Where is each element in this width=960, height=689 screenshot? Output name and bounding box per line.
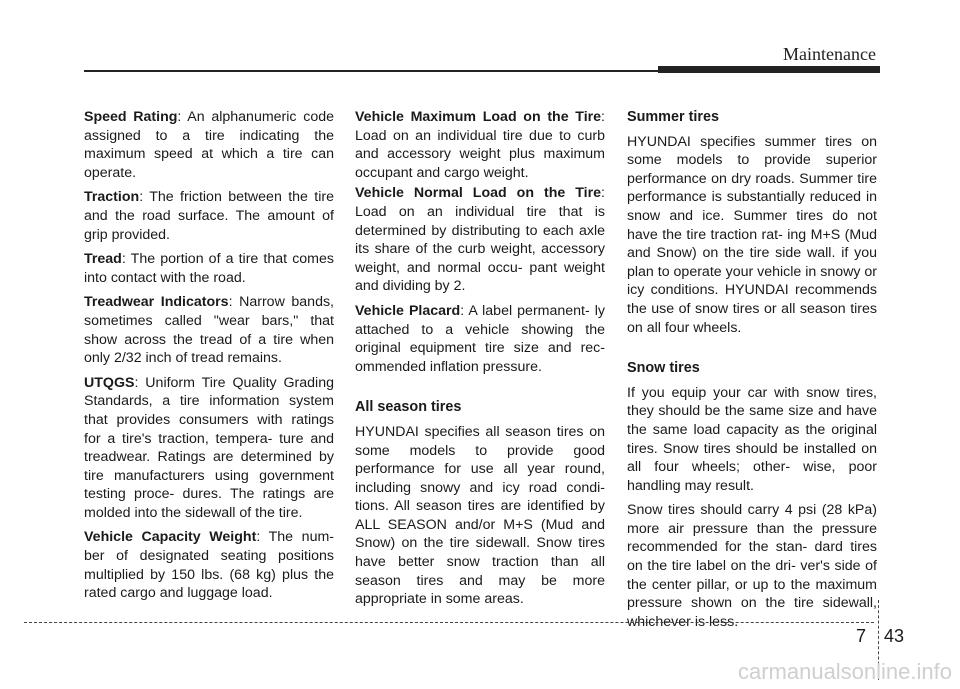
paragraph-summer: HYUNDAI specifies summer tires on some models to provide superior performance on dry roads. Summer tire performance is substantially reduced in snow and ice. Summer tires do not have the tire traction rat- ing M+S (Mud and Snow) on the tire side wall. if you plan to operate your vehicle in snowy or icy conditions. HYUNDAI recommends the use of snow tires or all season tires on all four wheels. xyxy=(627,133,877,336)
column-3 xyxy=(627,108,877,637)
chapter-number: 7 xyxy=(856,626,867,646)
term: Vehicle Capacity Weight xyxy=(84,529,257,546)
definition: : An alphanumeric code assigned to a tire indicating the maximum speed at which a tire can operate. xyxy=(84,109,334,181)
spacer xyxy=(627,343,877,359)
definition-vehicle-max-load xyxy=(355,108,605,182)
definition: : The portion of a tire that comes into contact with the road. xyxy=(84,251,334,286)
definition-vehicle-capacity-weight xyxy=(84,528,334,602)
definition: : A label permanent- ly attached to a vehicle showing the original equipment tire size and rec- ommended inflation pressure. xyxy=(355,302,605,375)
definition-speed-rating xyxy=(84,108,334,182)
term: UTQGS xyxy=(84,374,135,391)
heading-snow-tires: Snow tires xyxy=(627,360,700,377)
footer-rule xyxy=(24,622,874,623)
term: Vehicle Normal Load on the Tire xyxy=(355,185,602,202)
definition-treadwear-indicators xyxy=(84,293,334,367)
term: Speed Rating xyxy=(84,109,178,125)
heading-summer-tires: Summer tires xyxy=(627,109,719,125)
paragraph-all-season: HYUNDAI specifies all season tires on some models to provide good performance for use all year round, including snowy and icy road condi- tions. All season tires are identified by ALL SEASON and/or M+S (Mud and Snow) on the tire sidewall. Snow tires have better snow traction than all season tires and may be more appropriate in some areas. xyxy=(355,423,605,608)
term: Treadwear Indicators xyxy=(84,294,229,311)
term: Tread xyxy=(84,251,122,268)
definition: : Load on an individual tire that is determined by distributing to each axle its share of the curb weight, accessory weight, and normal occu- pant weight and dividing by 2. xyxy=(355,185,605,295)
definition: : Uniform Tire Quality Grading Standards, a tire information system that provides consumers with ratings for a tire's traction, tempera- ture and treadwear. Ratings are determined by tire manufacturers using government testing proce- dures. The ratings are molded into the sidewall of the tire. xyxy=(84,374,334,521)
paragraph-snow-1: If you equip your car with snow tires, they should be the same size and have the same load capacity as the original tires. Snow tires should be installed on all four wheels; other- wise, poor handling may result. xyxy=(627,384,877,494)
page-number: 43 xyxy=(884,626,905,646)
term: Vehicle Placard xyxy=(355,302,461,319)
definition-tread xyxy=(84,250,334,287)
watermark: carmanualsonline.info xyxy=(737,659,952,684)
definition: : The num- ber of designated seating positions multiplied by 150 lbs. (68 kg) plus the rated cargo and luggage load. xyxy=(84,529,335,602)
definition-vehicle-normal-load xyxy=(355,184,605,296)
column-2 xyxy=(355,108,605,615)
section-title: Maintenance xyxy=(783,44,876,64)
term: Vehicle Maximum Load on the Tire xyxy=(355,109,602,125)
spacer xyxy=(355,382,605,398)
paragraph-snow-2: Snow tires should carry 4 psi (28 kPa) more air pressure than the pressure recommended for the stan- dard tires on the tire label on the dri- ver's side of the center pillar, or up to the maximum pressure shown on the tire sidewall, whichever is less. xyxy=(627,502,877,630)
term: Traction xyxy=(84,189,140,206)
heading-all-season-tires: All season tires xyxy=(355,399,462,416)
definition: : Narrow bands, sometimes called "wear bars," that show across the tread of a tire when only 2/32 inch of tread remains. xyxy=(84,294,334,367)
definition: : The friction between the tire and the road surface. The amount of grip provided. xyxy=(84,189,334,243)
header-rule-bar xyxy=(658,66,880,73)
definition-traction xyxy=(84,188,334,244)
column-1 xyxy=(84,108,334,609)
definition-vehicle-placard xyxy=(355,302,605,376)
header-rule xyxy=(84,70,662,72)
definition-utqgs xyxy=(84,374,334,523)
definition: : Load on an individual tire due to curb and accessory weight plus maximum occupant and cargo weight. xyxy=(355,109,605,181)
